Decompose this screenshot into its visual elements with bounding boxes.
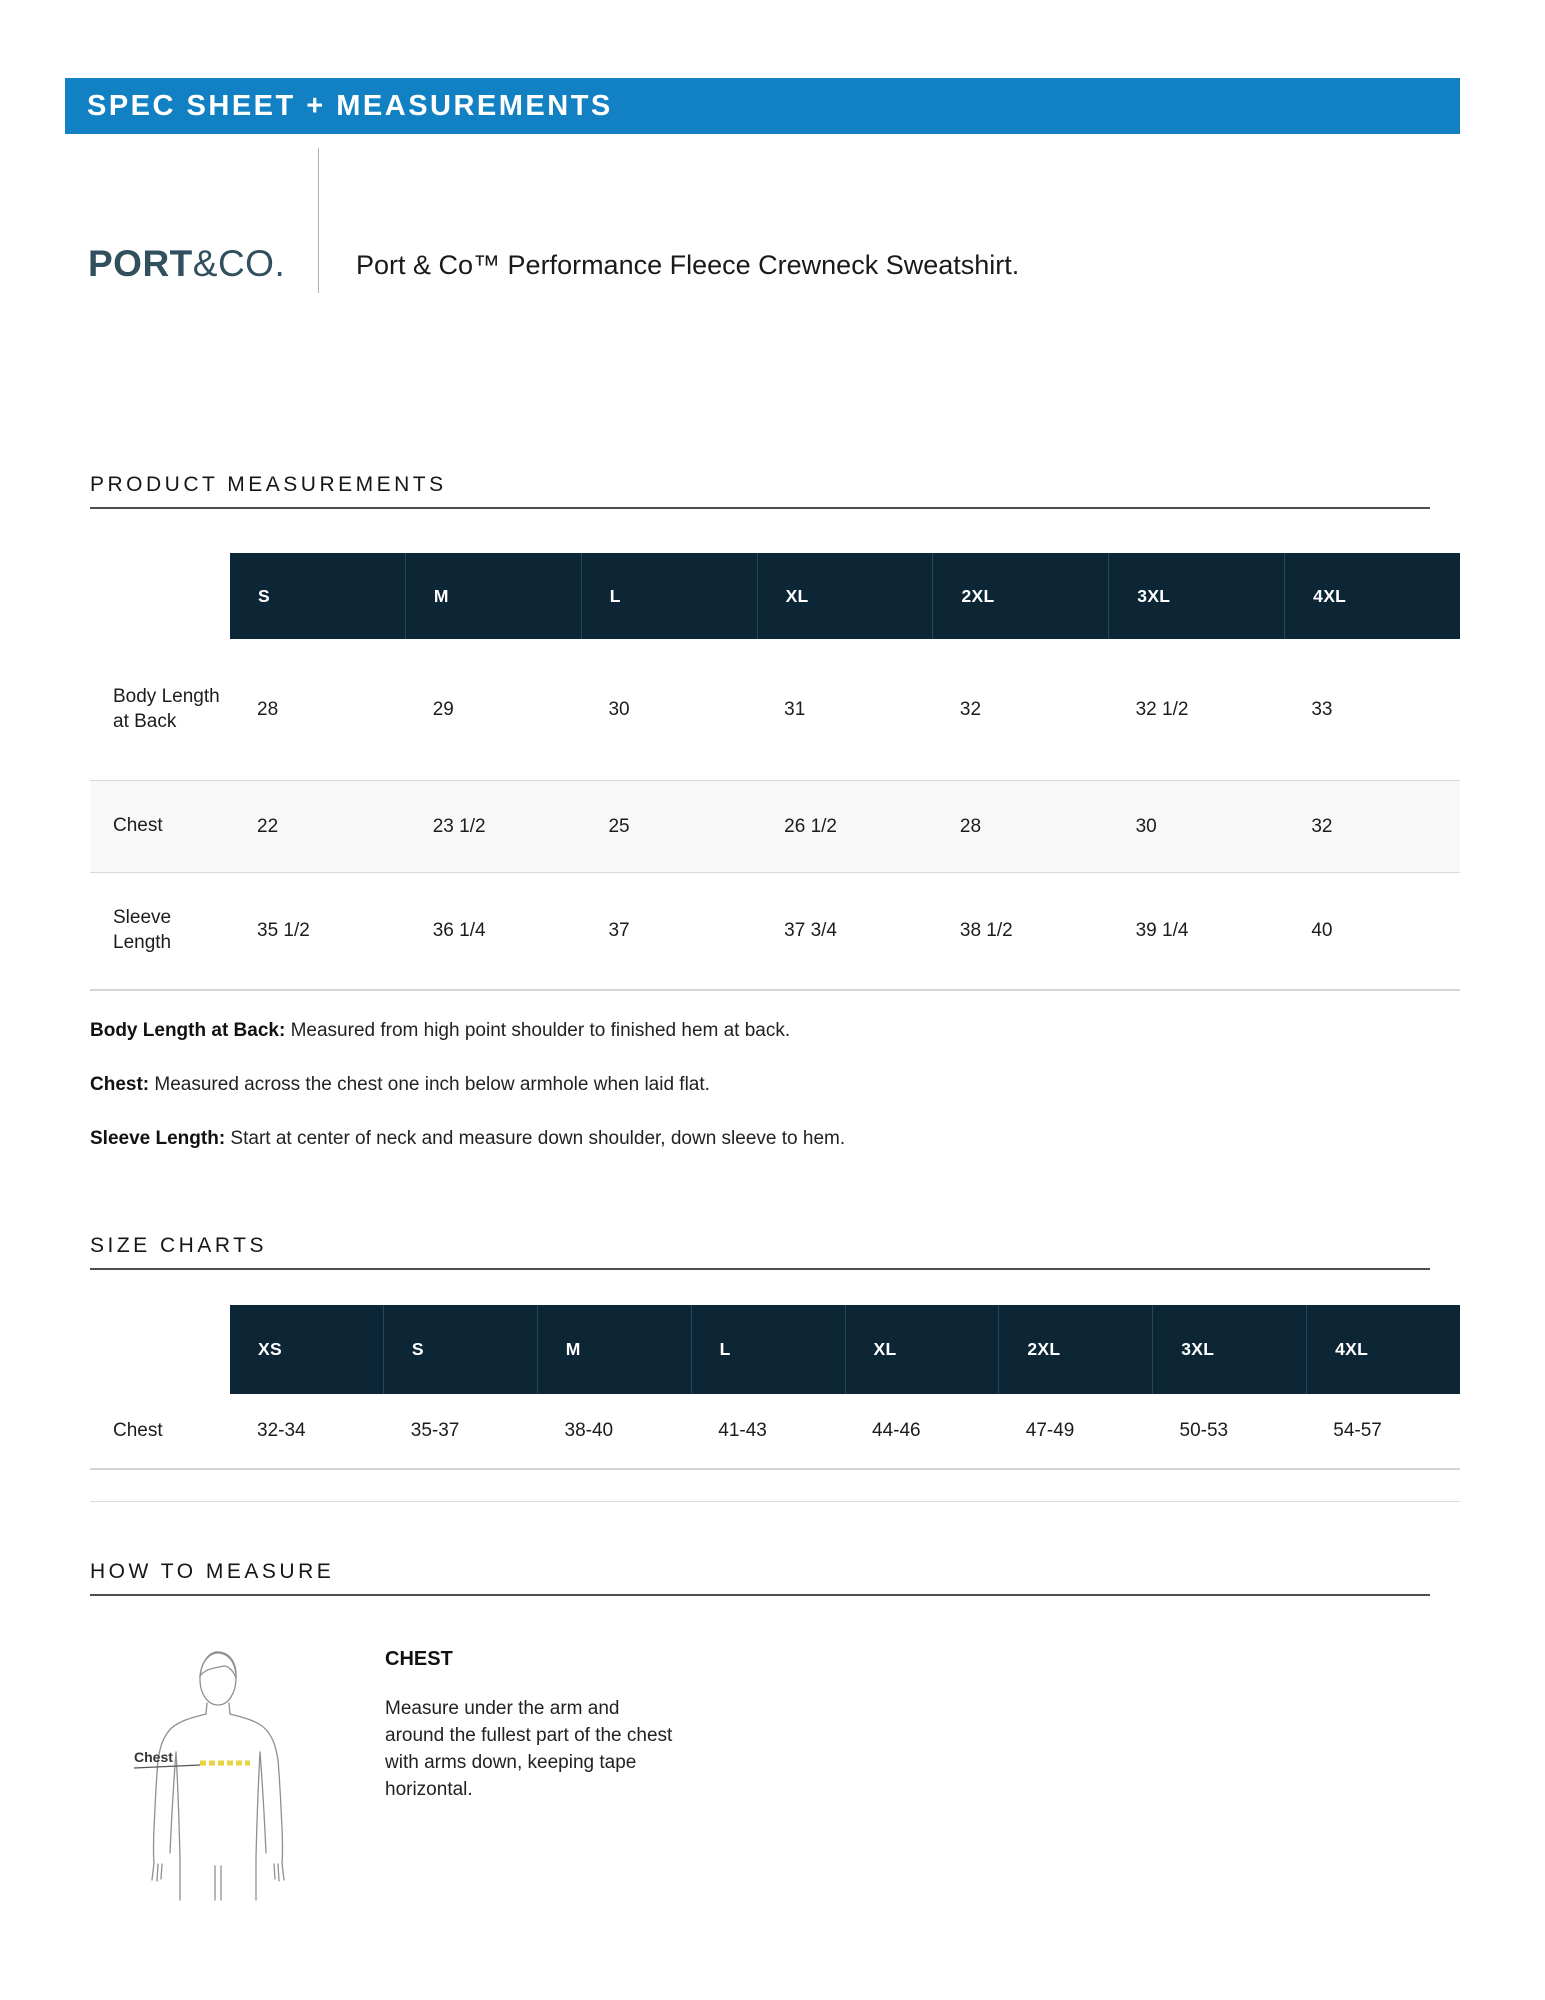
column-header-s: S	[383, 1305, 537, 1394]
table-cell: 23 1/2	[432, 815, 486, 837]
table-cell: 32	[959, 698, 982, 720]
banner	[65, 78, 1460, 134]
section-rule	[90, 1268, 1430, 1270]
note-definition: Measured from high point shoulder to finished hem at back.	[285, 1020, 791, 1041]
table-cell: 37 3/4	[784, 920, 837, 941]
table-cell: 28	[959, 815, 982, 837]
table-header-row	[90, 553, 1460, 639]
table-cell: 22	[257, 815, 279, 837]
column-header-xs: XS	[230, 1305, 383, 1394]
note-term: Body Length at Back:	[90, 1020, 286, 1041]
column-header-3xl: 3XL	[1152, 1305, 1306, 1394]
table-cell: 39 1/4	[1135, 920, 1189, 941]
column-header-xl: XL	[845, 1305, 999, 1394]
row-label: Chest	[113, 815, 163, 837]
measurement-notes	[90, 1017, 1545, 1153]
measure-item-title: CHEST	[385, 1648, 453, 1670]
table-cell: 33	[1311, 698, 1333, 720]
product-title: Port & Co™ Performance Fleece Crewneck Sweatshirt.	[356, 250, 1020, 280]
column-header-4xl: 4XL	[1306, 1305, 1460, 1394]
table-cell: 28	[257, 698, 279, 720]
table-row	[90, 873, 1460, 991]
column-header-m: M	[537, 1305, 691, 1394]
note-definition: Start at center of neck and measure down shoulder, down sleeve to hem.	[225, 1128, 846, 1149]
table-cell: 30	[1135, 815, 1157, 837]
table-cell: 25	[608, 815, 630, 837]
table-cell: 50-53	[1179, 1420, 1229, 1441]
vertical-divider	[318, 148, 319, 293]
table-cell: 32-34	[257, 1420, 306, 1441]
table-cell: 26 1/2	[784, 815, 837, 837]
table-row	[90, 639, 1460, 781]
table-cell: 35-37	[410, 1420, 460, 1441]
table-cell: 40	[1311, 920, 1333, 941]
figure-chest-label: Chest	[134, 1749, 173, 1765]
table-cell: 41-43	[718, 1420, 767, 1441]
table-cell: 32 1/2	[1135, 698, 1189, 720]
chest-leader-line	[134, 1765, 200, 1768]
table-cell: 30	[608, 698, 630, 720]
measure-item-text	[385, 1695, 725, 1803]
measure-text-line: horizontal.	[385, 1779, 473, 1800]
table-header-spacer	[90, 553, 230, 639]
measure-text-line: Measure under the arm and	[385, 1698, 620, 1719]
size-chart-table	[90, 1305, 1460, 1470]
table-row	[90, 1394, 1460, 1470]
banner-title: SPEC SHEET + MEASUREMENTS	[87, 89, 613, 122]
column-header-3xl: 3XL	[1108, 553, 1284, 639]
product-measurements-table	[90, 553, 1460, 991]
table-cell: 31	[784, 698, 806, 720]
table-header-row	[90, 1305, 1460, 1394]
measure-instructions	[385, 1648, 725, 1908]
table-cell: 35 1/2	[257, 920, 310, 941]
column-header-2xl: 2XL	[932, 553, 1108, 639]
row-label: Body Length at Back	[113, 685, 220, 732]
torso-figure-illustration	[130, 1648, 305, 1903]
column-header-2xl: 2XL	[998, 1305, 1152, 1394]
section-rule	[90, 507, 1430, 509]
column-header-4xl: 4XL	[1284, 553, 1460, 639]
measure-text-line: around the fullest part of the chest	[385, 1725, 673, 1746]
note-definition: Measured across the chest one inch below armhole when laid flat.	[149, 1074, 710, 1095]
row-label: Sleeve Length	[113, 907, 172, 953]
table-cell: 37	[608, 920, 630, 941]
table-cell: 44-46	[872, 1420, 921, 1441]
column-header-s: S	[230, 553, 405, 639]
column-header-l: L	[581, 553, 757, 639]
section-rule	[90, 1594, 1430, 1596]
section-title-how-to-measure: HOW TO MEASURE	[90, 1560, 335, 1583]
brand-logo-rest: &CO.	[192, 243, 286, 284]
section-title-product-measurements: PRODUCT MEASUREMENTS	[90, 473, 447, 496]
note-term: Sleeve Length:	[90, 1128, 226, 1149]
section-title-size-charts: SIZE CHARTS	[90, 1234, 267, 1257]
measurement-note	[90, 1071, 1545, 1099]
table-cell: 29	[432, 698, 454, 720]
section-divider	[90, 1501, 1460, 1502]
table-header-spacer	[90, 1305, 230, 1394]
table-row	[90, 781, 1460, 873]
table-cell: 38 1/2	[959, 920, 1013, 941]
table-cell: 54-57	[1333, 1420, 1382, 1441]
column-header-m: M	[405, 553, 581, 639]
how-to-measure-row	[90, 1648, 1545, 1908]
note-term: Chest:	[90, 1074, 150, 1095]
measurement-note	[90, 1125, 1545, 1153]
table-cell: 32	[1311, 815, 1333, 837]
table-cell: 38-40	[564, 1420, 614, 1441]
brand-row	[88, 148, 1545, 293]
brand-logo	[88, 243, 310, 293]
column-header-xl: XL	[757, 553, 933, 639]
column-header-l: L	[691, 1305, 845, 1394]
measure-text-line: with arms down, keeping tape	[385, 1752, 637, 1773]
brand-logo-bold: PORT	[88, 243, 193, 284]
table-cell: 36 1/4	[432, 920, 486, 941]
measurement-note	[90, 1017, 1545, 1045]
table-cell: 47-49	[1025, 1420, 1075, 1441]
body-figure	[130, 1648, 305, 1908]
row-label: Chest	[113, 1419, 163, 1441]
